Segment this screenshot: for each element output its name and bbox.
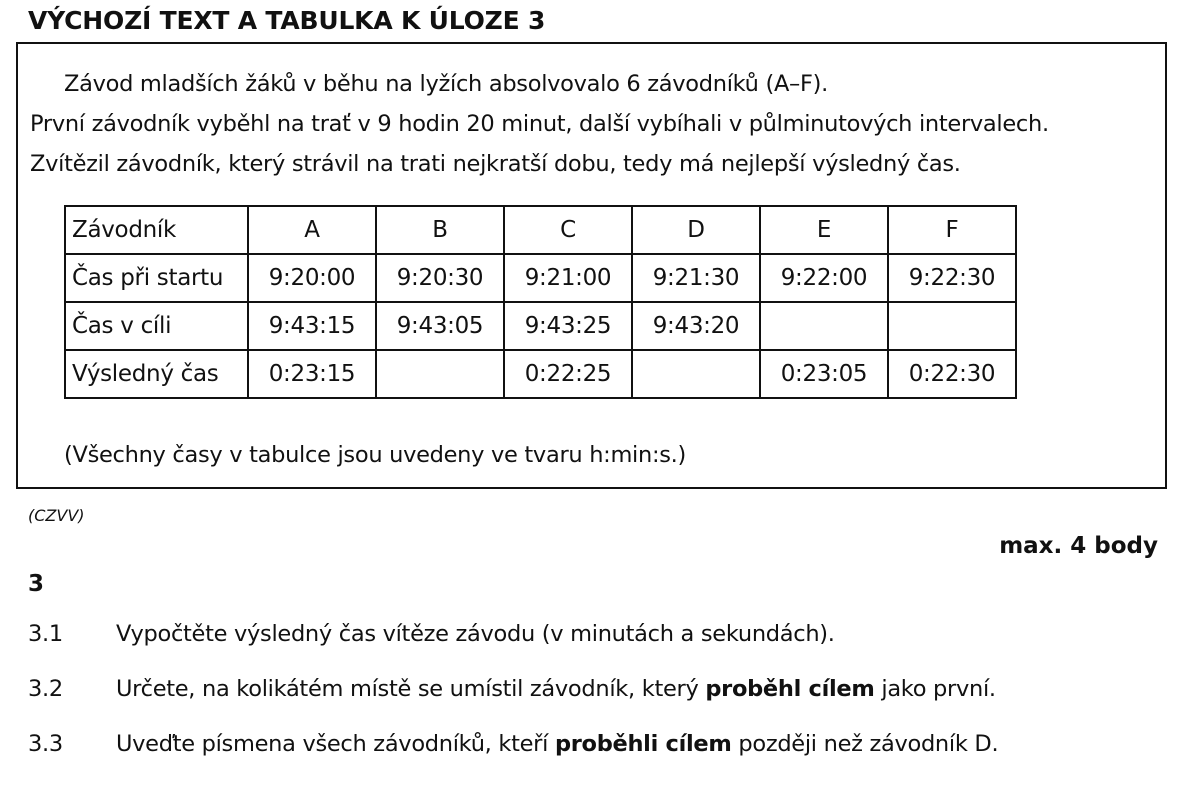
table-cell: 9:43:05 [376, 302, 504, 350]
intro-line-3: Zvítězil závodník, který strávil na trati nejkratší dobu, tedy má nejlepší výsledný čas. [30, 151, 961, 177]
table-cell: 9:21:00 [504, 254, 632, 302]
table-cell: 0:23:05 [760, 350, 888, 398]
table-cell [888, 302, 1016, 350]
table-cell [760, 302, 888, 350]
row-label: Výsledný čas [65, 350, 248, 398]
question-bold-text: proběhli cílem [554, 731, 732, 757]
page-heading: VÝCHOZÍ TEXT A TABULKA K ÚLOZE 3 [28, 6, 546, 35]
question-text: Uveďte písmena všech závodníků, kteří [116, 731, 555, 757]
header-cell: Závodník [65, 206, 248, 254]
question-text-end: později než závodník D. [731, 731, 999, 757]
question-text: Určete, na kolikátém místě se umístil závodník, který [116, 676, 706, 702]
table-cell: 0:23:15 [248, 350, 376, 398]
table-cell: 9:20:00 [248, 254, 376, 302]
intro-line-1: Závod mladších žáků v běhu na lyžích absolvovalo 6 závodníků (A–F). [64, 71, 828, 97]
table-cell: 9:20:30 [376, 254, 504, 302]
table-cell: 9:22:30 [888, 254, 1016, 302]
table-cell: 9:43:20 [632, 302, 760, 350]
row-label: Čas v cíli [65, 302, 248, 350]
question-text-end: jako první. [874, 676, 996, 702]
table-cell: 0:22:30 [888, 350, 1016, 398]
header-cell: A [248, 206, 376, 254]
intro-line-2: První závodník vyběhl na trať v 9 hodin 20 minut, další vybíhali v půlminutových intervalech. [30, 111, 1049, 137]
table-row [65, 302, 1016, 350]
question-3-2 [28, 676, 996, 702]
table-cell: 9:21:30 [632, 254, 760, 302]
table-cell: 0:22:25 [504, 350, 632, 398]
question-text: Vypočtěte výsledný čas vítěze závodu (v minutách a sekundách). [116, 621, 835, 647]
results-table-container [64, 205, 1017, 399]
results-table [64, 205, 1017, 399]
table-row [65, 254, 1016, 302]
header-cell: D [632, 206, 760, 254]
table-cell: 9:43:15 [248, 302, 376, 350]
question-number: 3.2 [28, 676, 63, 702]
header-cell: F [888, 206, 1016, 254]
time-format-note: (Všechny časy v tabulce jsou uvedeny ve tvaru h:min:s.) [64, 442, 687, 468]
source-text-box [16, 42, 1167, 489]
table-header-row [65, 206, 1016, 254]
table-cell [376, 350, 504, 398]
task-number: 3 [28, 571, 45, 597]
header-cell: E [760, 206, 888, 254]
question-3-1 [28, 621, 835, 647]
header-cell: C [504, 206, 632, 254]
question-number: 3.3 [28, 731, 63, 757]
header-cell: B [376, 206, 504, 254]
table-cell: 9:43:25 [504, 302, 632, 350]
table-cell: 9:22:00 [760, 254, 888, 302]
table-row [65, 350, 1016, 398]
source-label: (CZVV) [28, 506, 85, 525]
max-points-label: max. 4 body [999, 533, 1158, 559]
question-3-3 [28, 731, 998, 757]
row-label: Čas při startu [65, 254, 248, 302]
question-number: 3.1 [28, 621, 63, 647]
question-bold-text: proběhl cílem [705, 676, 875, 702]
intro-text [30, 64, 1160, 184]
table-cell [632, 350, 760, 398]
